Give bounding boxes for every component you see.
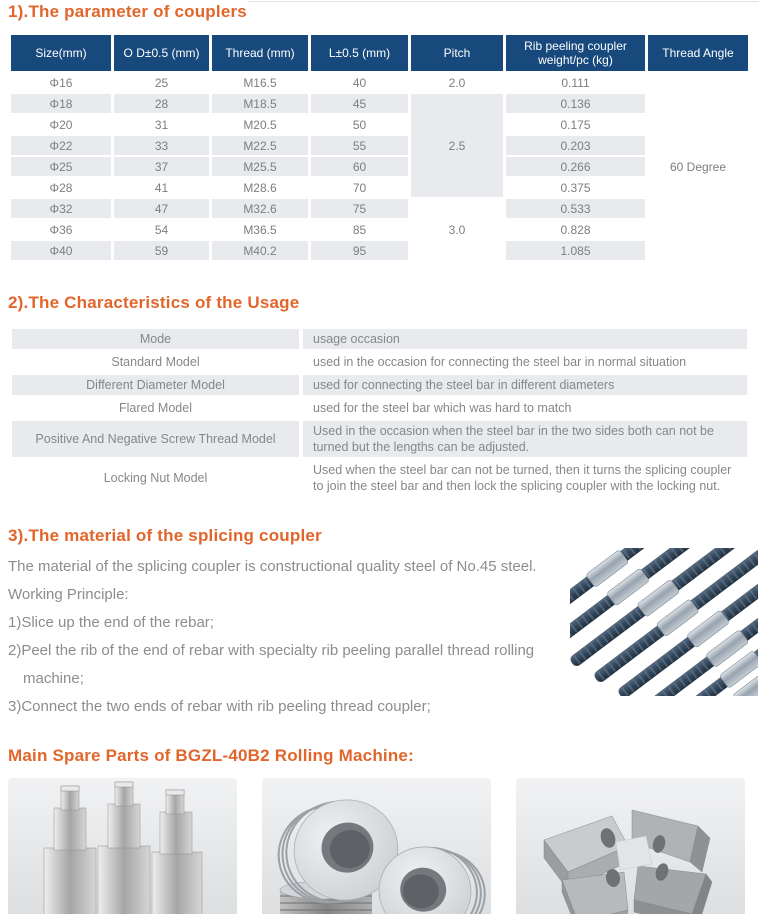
l-cell: 85 xyxy=(311,220,408,239)
pitch-cell: 2.0 xyxy=(411,73,503,92)
col-header-pitch: Pitch xyxy=(411,35,503,71)
thread-cell: M36.5 xyxy=(212,220,308,239)
thread-cell: M28.6 xyxy=(212,178,308,197)
size-cell: Φ18 xyxy=(11,94,111,113)
thread-cell: M40.2 xyxy=(212,241,308,260)
col-header-size: Size(mm) xyxy=(11,35,111,71)
material-line-2: Working Principle: xyxy=(8,586,129,603)
od-cell: 54 xyxy=(114,220,209,239)
usage-cell: used for connecting the steel bar in different diameters xyxy=(303,375,747,395)
usage-cell: used for the steel bar which was hard to match xyxy=(303,398,747,418)
table-row xyxy=(12,421,747,457)
thread-cell: M32.6 xyxy=(212,199,308,218)
size-cell: Φ40 xyxy=(11,241,111,260)
rebar-splicing-couplers-photo xyxy=(570,548,758,696)
size-cell: Φ16 xyxy=(11,73,111,92)
model-cell: Locking Nut Model xyxy=(12,460,299,496)
model-cell: Different Diameter Model xyxy=(12,375,299,395)
weight-cell: 1.085 xyxy=(506,241,645,260)
usage-table xyxy=(8,326,751,499)
section2-title: 2).The Characteristics of the Usage xyxy=(8,293,300,312)
table-row xyxy=(12,352,747,372)
l-cell: 60 xyxy=(311,157,408,176)
clamp-blocks-photo xyxy=(516,778,745,914)
thread-angle-cell: 60 Degree xyxy=(648,73,748,260)
material-line-5: machine; xyxy=(23,670,84,687)
table-row xyxy=(11,178,748,197)
weight-cell: 0.111 xyxy=(506,73,645,92)
weight-cell: 0.266 xyxy=(506,157,645,176)
model-cell: Flared Model xyxy=(12,398,299,418)
l-cell: 70 xyxy=(311,178,408,197)
od-cell: 33 xyxy=(114,136,209,155)
size-cell: Φ32 xyxy=(11,199,111,218)
parameters-table-container xyxy=(8,33,751,262)
table-row xyxy=(11,241,748,260)
model-cell: Standard Model xyxy=(12,352,299,372)
table-row xyxy=(12,398,747,418)
table-row xyxy=(11,136,748,155)
od-cell: 41 xyxy=(114,178,209,197)
section1-title: 1).The parameter of couplers xyxy=(8,2,247,21)
l-cell: 75 xyxy=(311,199,408,218)
table-row xyxy=(12,375,747,395)
weight-cell: 0.533 xyxy=(506,199,645,218)
usage-cell: used in the occasion for connecting the steel bar in normal situation xyxy=(303,352,747,372)
model-cell: Positive And Negative Screw Thread Model xyxy=(12,421,299,457)
size-cell: Φ28 xyxy=(11,178,111,197)
l-cell: 55 xyxy=(311,136,408,155)
thread-cell: M18.5 xyxy=(212,94,308,113)
weight-cell: 0.828 xyxy=(506,220,645,239)
od-cell: 28 xyxy=(114,94,209,113)
size-cell: Φ22 xyxy=(11,136,111,155)
table-row xyxy=(12,329,747,349)
top-divider xyxy=(248,1,759,2)
od-cell: 37 xyxy=(114,157,209,176)
thread-cell: M22.5 xyxy=(212,136,308,155)
material-line-6: 3)Connect the two ends of rebar with rib peeling thread coupler; xyxy=(8,698,431,715)
weight-cell: 0.203 xyxy=(506,136,645,155)
usage-cell: Used when the steel bar can not be turned, then it turns the splicing coupler to join the steel bar and then lock the splicing coupler with the locking nut. xyxy=(303,460,747,496)
weight-cell: 0.375 xyxy=(506,178,645,197)
parameters-table xyxy=(8,33,751,262)
model-cell: Mode xyxy=(12,329,299,349)
weight-cell: 0.136 xyxy=(506,94,645,113)
material-paragraphs xyxy=(8,553,568,721)
material-line-1: The material of the splicing coupler is constructional quality steel of No.45 steel. xyxy=(8,558,537,575)
thread-cell: M16.5 xyxy=(212,73,308,92)
material-line-3: 1)Slice up the end of the rebar; xyxy=(8,614,214,631)
pitch-cell: 3.0 xyxy=(411,199,503,260)
table-row xyxy=(11,157,748,176)
table-row xyxy=(11,94,748,113)
od-cell: 31 xyxy=(114,115,209,134)
col-header-angle: Thread Angle xyxy=(648,35,748,71)
od-cell: 47 xyxy=(114,199,209,218)
size-cell: Φ36 xyxy=(11,220,111,239)
size-cell: Φ25 xyxy=(11,157,111,176)
roller-spindles-photo xyxy=(8,778,237,914)
l-cell: 95 xyxy=(311,241,408,260)
thread-cell: M25.5 xyxy=(212,157,308,176)
section4-title: Main Spare Parts of BGZL-40B2 Rolling Machine: xyxy=(8,746,414,765)
table-row xyxy=(11,73,748,92)
table-row xyxy=(11,220,748,239)
col-header-od: O D±0.5 (mm) xyxy=(114,35,209,71)
col-header-weight: Rib peeling coupler weight/pc (kg) xyxy=(506,35,645,71)
l-cell: 45 xyxy=(311,94,408,113)
weight-cell: 0.175 xyxy=(506,115,645,134)
usage-table-container xyxy=(8,326,751,499)
section3-title: 3).The material of the splicing coupler xyxy=(8,526,322,545)
table-row xyxy=(11,115,748,134)
l-cell: 40 xyxy=(311,73,408,92)
col-header-thread: Thread (mm) xyxy=(212,35,308,71)
usage-cell: Used in the occasion when the steel bar in the two sides both can not be turned but the lengths can be adjusted. xyxy=(303,421,747,457)
size-cell: Φ20 xyxy=(11,115,111,134)
material-line-4: 2)Peel the rib of the end of rebar with specialty rib peeling parallel thread rolling xyxy=(8,642,535,659)
od-cell: 59 xyxy=(114,241,209,260)
pitch-cell: 2.5 xyxy=(411,94,503,197)
usage-cell: usage occasion xyxy=(303,329,747,349)
thread-rolling-dies-photo xyxy=(262,778,491,914)
l-cell: 50 xyxy=(311,115,408,134)
spare-parts-photos xyxy=(8,778,751,914)
table-row xyxy=(11,199,748,218)
col-header-l: L±0.5 (mm) xyxy=(311,35,408,71)
od-cell: 25 xyxy=(114,73,209,92)
table-row xyxy=(12,460,747,496)
table-header-row xyxy=(11,35,748,71)
thread-cell: M20.5 xyxy=(212,115,308,134)
